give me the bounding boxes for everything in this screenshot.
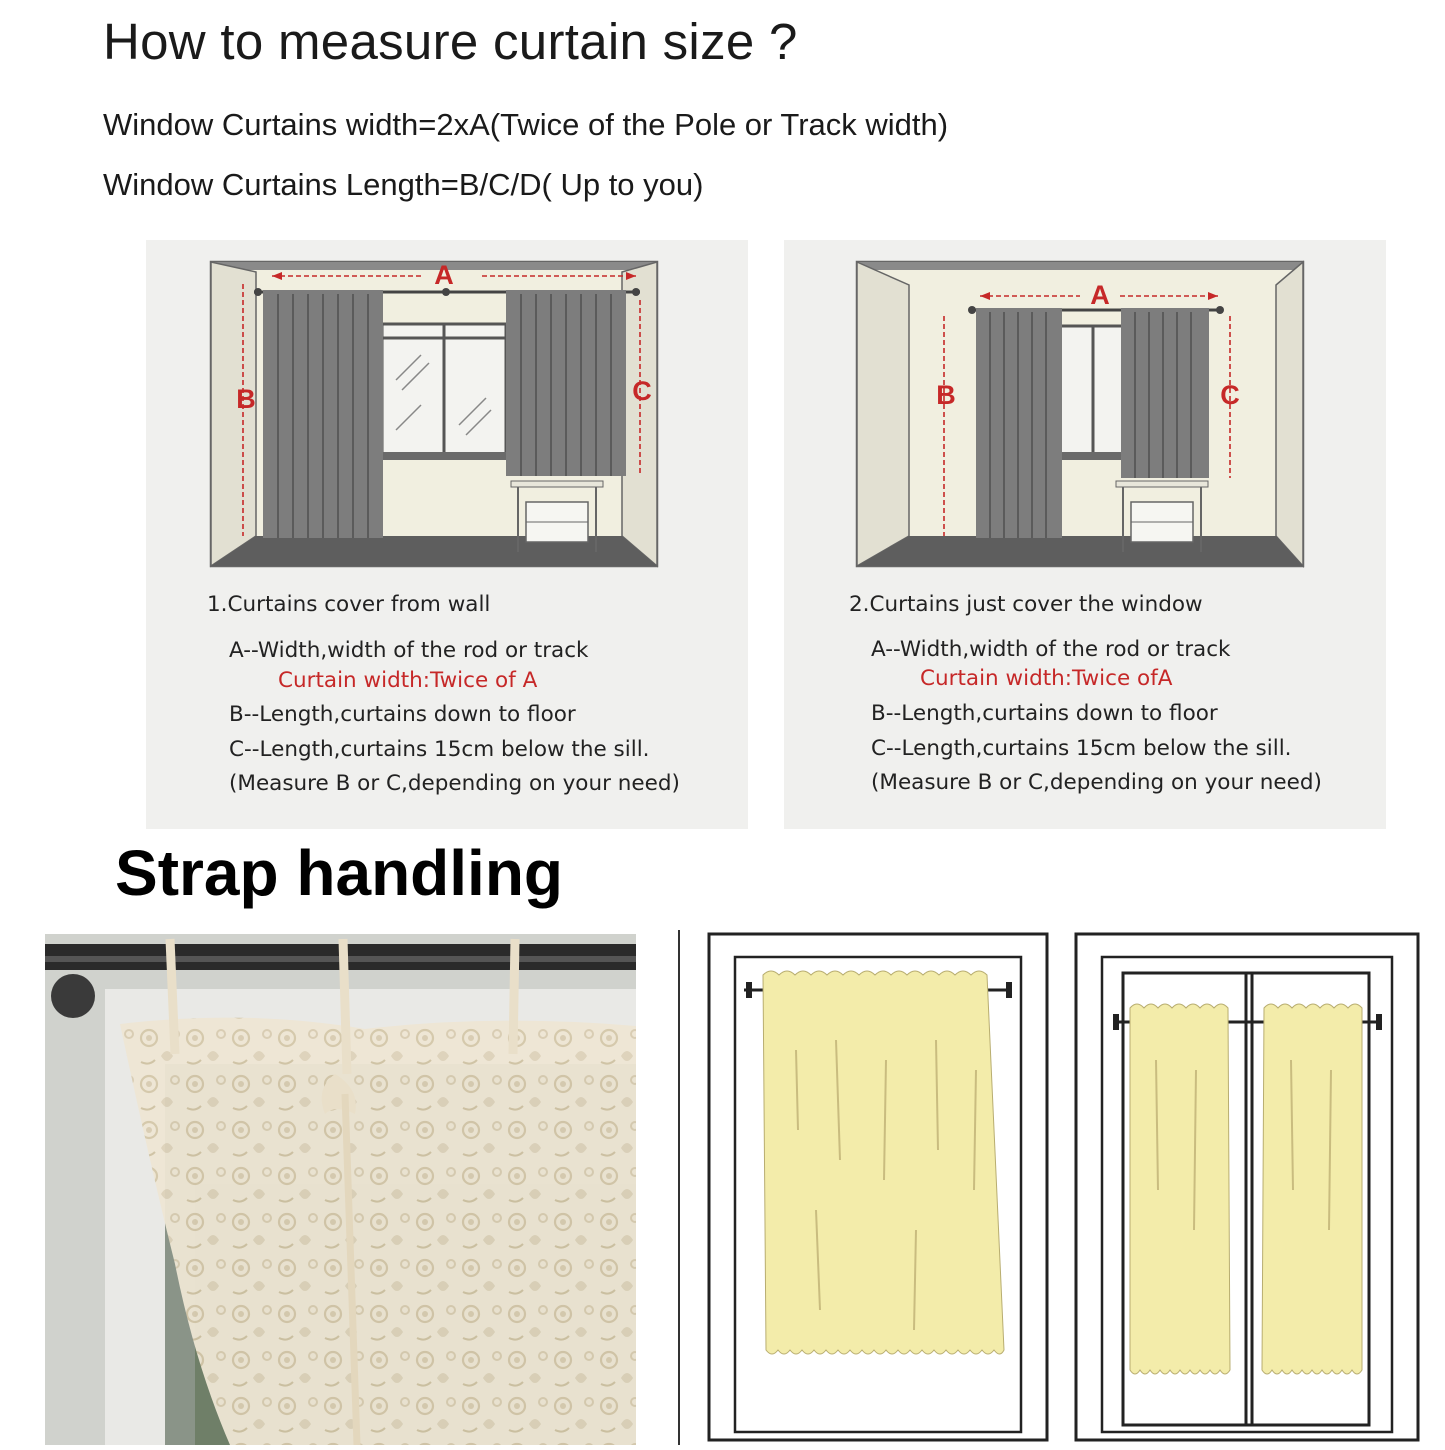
diagram-heading: 2.Curtains just cover the window xyxy=(849,592,1203,617)
curtain-width-note: Curtain width:Twice ofA xyxy=(920,666,1173,691)
lace-curtain-photo xyxy=(45,934,636,1445)
marker-a: A xyxy=(1090,280,1110,310)
diagram-wall-to-wall xyxy=(146,240,748,829)
measure-note: (Measure B or C,depending on your need) xyxy=(871,770,1322,795)
measure-note: (Measure B or C,depending on your need) xyxy=(229,771,680,796)
width-note: A--Width,width of the rod or track xyxy=(871,637,1231,662)
marker-c: C xyxy=(1220,380,1240,410)
length-sill-note: C--Length,curtains 15cm below the sill. xyxy=(871,736,1292,761)
marker-b: B xyxy=(236,384,256,414)
marker-b: B xyxy=(936,380,956,410)
width-formula: Window Curtains width=2xA(Twice of the Pole or Track width) xyxy=(103,107,949,142)
marker-c: C xyxy=(632,376,652,406)
diagram-heading: 1.Curtains cover from wall xyxy=(207,592,491,617)
strap-section-title: Strap handling xyxy=(115,837,563,909)
length-floor-note: B--Length,curtains down to floor xyxy=(871,701,1218,726)
length-formula: Window Curtains Length=B/C/D( Up to you) xyxy=(103,167,704,202)
room-illustration-2 xyxy=(784,240,1386,580)
room-illustration-1 xyxy=(146,240,748,580)
marker-a: A xyxy=(434,260,454,290)
width-note: A--Width,width of the rod or track xyxy=(229,638,589,663)
strap-sketches xyxy=(676,930,1445,1445)
length-floor-note: B--Length,curtains down to floor xyxy=(229,702,576,727)
page-title: How to measure curtain size ? xyxy=(103,13,798,70)
curtain-width-note: Curtain width:Twice of A xyxy=(278,668,538,693)
length-sill-note: C--Length,curtains 15cm below the sill. xyxy=(229,737,650,762)
single-panel-sketch xyxy=(709,934,1047,1440)
double-panel-sketch xyxy=(1076,934,1418,1440)
diagram-window-only xyxy=(784,240,1386,829)
